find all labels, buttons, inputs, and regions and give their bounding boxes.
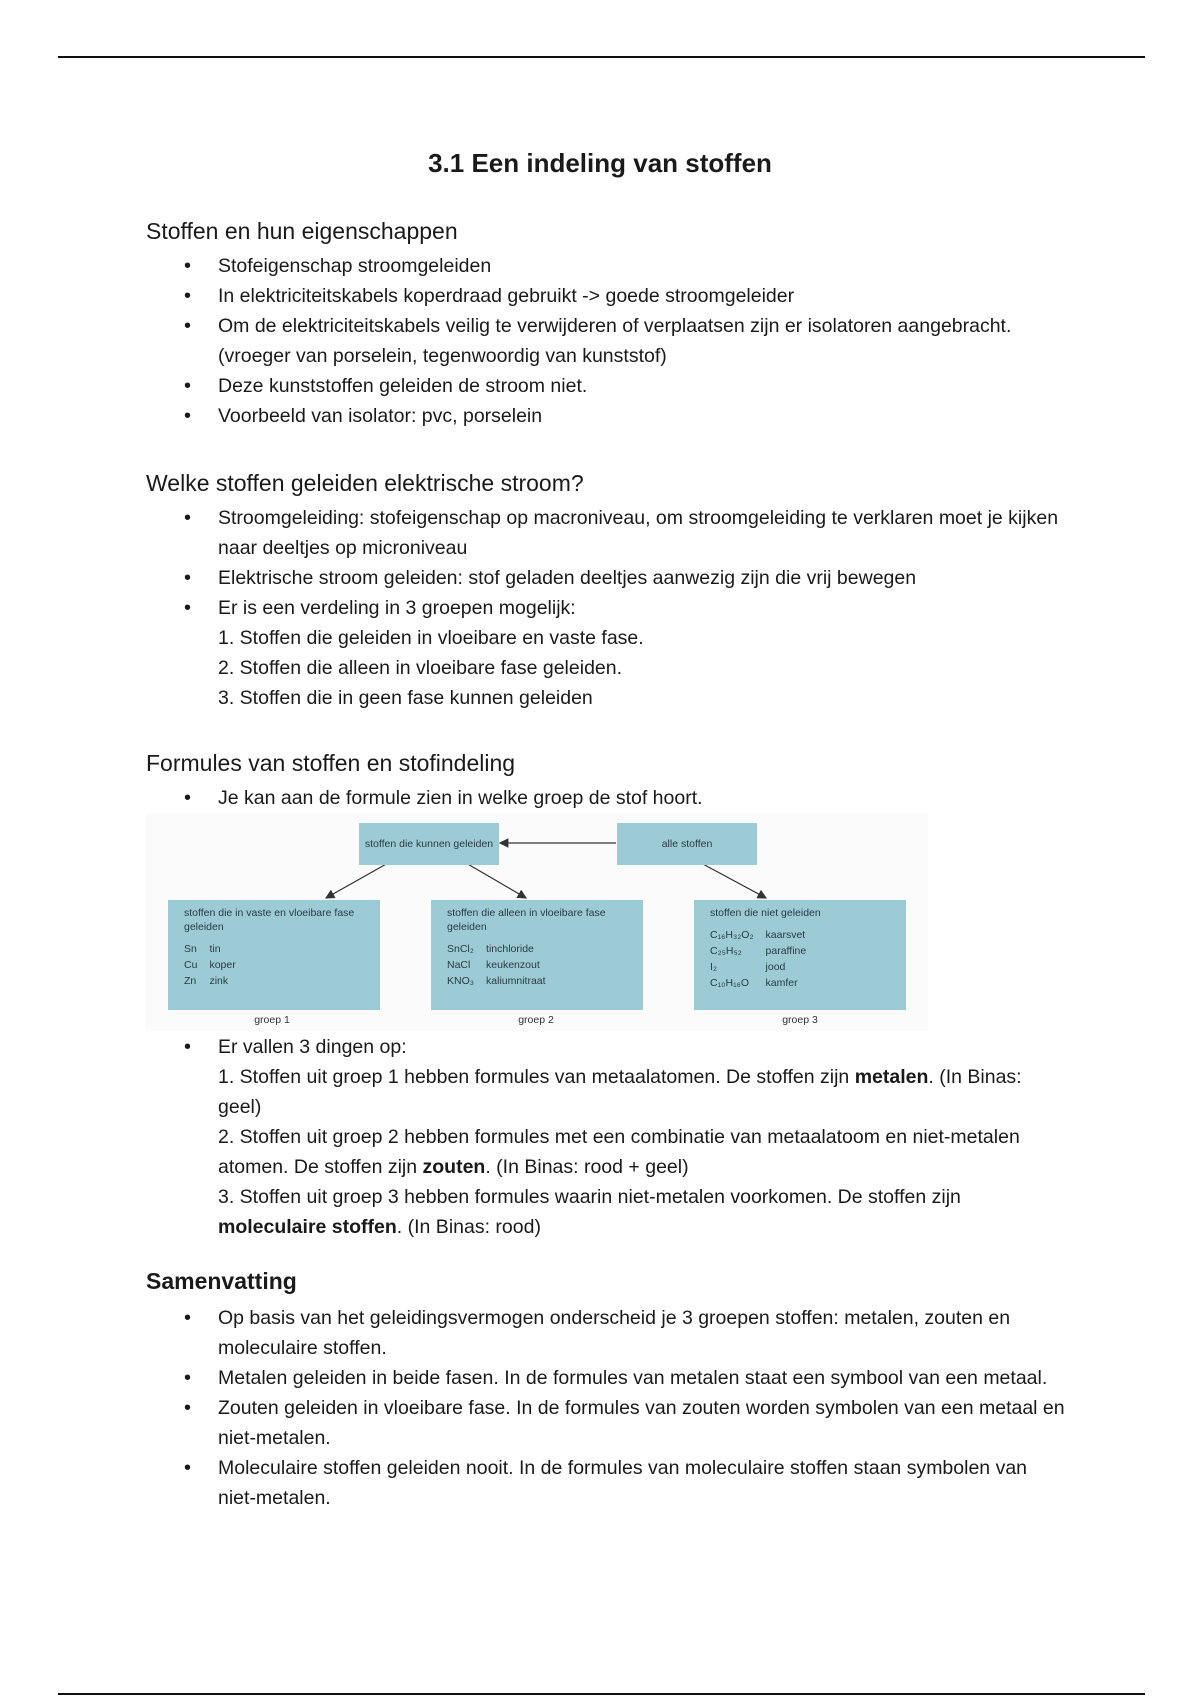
list-item: • Stofeigenschap stroomgeleiden — [146, 251, 1066, 281]
formula: NaCl — [447, 959, 471, 971]
bottom-rule — [58, 1693, 1145, 1695]
list-item-groups — [146, 593, 1066, 713]
group2-table — [447, 942, 558, 990]
observation-keyword: zouten — [422, 1156, 486, 1178]
formula: C₁₆H₃₂O₂ — [710, 929, 754, 941]
box-alle-stoffen: alle stoffen — [617, 823, 757, 865]
observation-text: . (In Binas: rood) — [396, 1216, 541, 1238]
substance-name: kaarsvet — [765, 929, 806, 941]
heading-welke-stoffen: Welke stoffen geleiden elektrische stroom? — [146, 470, 584, 496]
list-item: • In elektriciteitskabels koperdraad gebruikt -> goede stroomgeleider — [146, 281, 1066, 311]
box-stoffen-kunnen-geleiden: stoffen die kunnen geleiden — [359, 823, 499, 865]
substance-name: kaliumnitraat — [486, 975, 546, 987]
table-row — [447, 942, 558, 958]
heading-samenvatting: Samenvatting — [146, 1268, 297, 1294]
observation-1 — [218, 1062, 1066, 1122]
substance-name: zink — [209, 975, 229, 987]
substance-name: jood — [765, 961, 786, 973]
list-item: • Voorbeeld van isolator: pvc, porselein — [146, 401, 1066, 431]
observation-text: 3. Stoffen uit groep 3 hebben formules waarin niet-metalen voorkomen. De stoffen zijn — [218, 1186, 961, 1208]
list-item-observations — [146, 1032, 1066, 1242]
observe-intro: • Er vallen 3 dingen op: — [218, 1036, 407, 1058]
list-item: • Deze kunststoffen geleiden de stroom niet. — [146, 371, 1066, 401]
table-row — [710, 928, 818, 944]
group-line: 1. Stoffen die geleiden in vloeibare en vaste fase. — [218, 627, 644, 649]
list-samenvatting — [146, 1303, 1066, 1513]
groups-intro: • Er is een verdeling in 3 groepen mogelijk: — [218, 597, 576, 619]
group3-table — [710, 928, 818, 992]
formula: I₂ — [710, 961, 717, 973]
label-groep-1: groep 1 — [254, 1014, 290, 1026]
top-rule — [58, 56, 1145, 58]
label-groep-2: groep 2 — [518, 1014, 554, 1026]
substance-name: keukenzout — [486, 959, 540, 971]
page-title: 3.1 Een indeling van stoffen — [428, 148, 772, 178]
observation-2 — [218, 1122, 1066, 1182]
formula: C₁₀H₁₆O — [710, 977, 750, 989]
table-row — [184, 974, 248, 990]
list-observations — [146, 1032, 1066, 1242]
observation-3 — [218, 1182, 1066, 1242]
table-row — [710, 960, 818, 976]
formula: C₂₅H₅₂ — [710, 945, 742, 957]
table-row — [710, 944, 818, 960]
list-stoffen-eigenschappen — [146, 251, 1066, 431]
group-line: 2. Stoffen die alleen in vloeibare fase geleiden. — [218, 657, 623, 679]
list-item: • Moleculaire stoffen geleiden nooit. In de formules van moleculaire stoffen staan symbolen van niet-metalen. — [146, 1453, 1066, 1513]
box-groep-2 — [431, 900, 643, 1010]
list-welke-stoffen — [146, 503, 1066, 713]
table-row — [710, 976, 818, 992]
stofindeling-diagram — [146, 813, 928, 1031]
group3-heading: stoffen die niet geleiden — [710, 907, 821, 919]
table-row — [184, 942, 248, 958]
substance-name: paraffine — [765, 945, 807, 957]
formula: Cu — [184, 959, 198, 971]
substance-name: koper — [209, 959, 236, 971]
substance-name: tin — [209, 943, 221, 955]
table-row — [184, 958, 248, 974]
label-groep-3: groep 3 — [782, 1014, 818, 1026]
formula: Zn — [184, 975, 197, 987]
box-groep-3 — [694, 900, 906, 1010]
list-item: • Zouten geleiden in vloeibare fase. In de formules van zouten worden symbolen van een metaal en niet-metalen. — [146, 1393, 1066, 1453]
observation-text: . (In Binas: rood + geel) — [485, 1156, 689, 1178]
heading-formules: Formules van stoffen en stofindeling — [146, 750, 516, 776]
substance-name: tinchloride — [486, 943, 534, 955]
list-item: • Om de elektriciteitskabels veilig te verwijderen of verplaatsen zijn er isolatoren aangebracht. (vroeger van porselein, tegenwoordig van kunststof) — [146, 311, 1066, 371]
formula: Sn — [184, 943, 197, 955]
list-item: • Op basis van het geleidingsvermogen onderscheid je 3 groepen stoffen: metalen, zouten en moleculaire stoffen. — [146, 1303, 1066, 1363]
group2-heading: stoffen die alleen in vloeibare fase geleiden — [447, 907, 606, 933]
list-item: • Elektrische stroom geleiden: stof geladen deeltjes aanwezig zijn die vrij bewegen — [146, 563, 1066, 593]
arrow-to-group1 — [326, 863, 388, 898]
group1-table — [184, 942, 248, 990]
heading-stoffen-eigenschappen: Stoffen en hun eigenschappen — [146, 218, 458, 244]
list-item: • Stroomgeleiding: stofeigenschap op macroniveau, om stroomgeleiding te verklaren moet je kijken naar deeltjes op microniveau — [146, 503, 1066, 563]
arrow-to-group2 — [466, 863, 526, 898]
observation-text: 1. Stoffen uit groep 1 hebben formules van metaalatomen. De stoffen zijn — [218, 1066, 855, 1088]
formula: SnCl₂ — [447, 943, 474, 955]
box-groep-1 — [168, 900, 380, 1010]
arrow-to-group3 — [701, 863, 766, 898]
list-item: • Metalen geleiden in beide fasen. In de formules van metalen staat een symbool van een metaal. — [146, 1363, 1066, 1393]
group-line: 3. Stoffen die in geen fase kunnen geleiden — [218, 687, 593, 709]
observation-text: 2. Stoffen uit groep 2 hebben formules met een combinatie van metaalatoom en niet-metalen atomen. De stoffen zijn — [218, 1126, 1020, 1178]
list-item: • Je kan aan de formule zien in welke groep de stof hoort. — [146, 783, 1066, 813]
substance-name: kamfer — [765, 977, 798, 989]
table-row — [447, 974, 558, 990]
formula: KNO₃ — [447, 975, 475, 987]
table-row — [447, 958, 558, 974]
list-formules-intro — [146, 783, 1066, 813]
observation-keyword: moleculaire stoffen — [218, 1216, 397, 1238]
observation-text: . (In Binas: geel) — [218, 1066, 1022, 1118]
observation-keyword: metalen — [854, 1066, 929, 1088]
group1-heading: stoffen die in vaste en vloeibare fase geleiden — [184, 907, 355, 933]
